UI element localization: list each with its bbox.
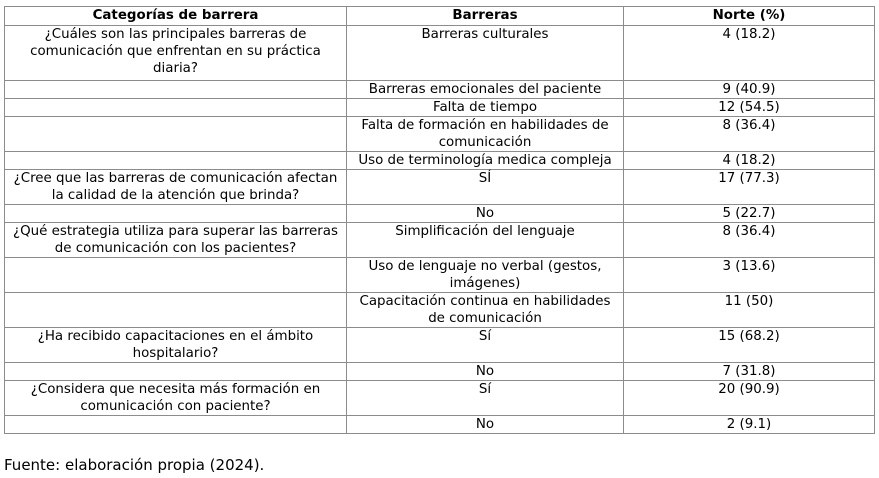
- value-cell: 8 (36.4): [624, 223, 875, 258]
- source-caption: Fuente: elaboración propia (2024).: [4, 456, 265, 474]
- barrier-cell: Sí: [347, 381, 624, 416]
- category-cell: [5, 363, 347, 381]
- table-row: [5, 81, 875, 99]
- table-row: [5, 363, 875, 381]
- table-row: [5, 328, 875, 363]
- value-cell: 9 (40.9): [624, 81, 875, 99]
- barrier-cell: No: [347, 416, 624, 434]
- header-row: [5, 7, 875, 26]
- category-cell: [5, 293, 347, 328]
- category-cell: ¿Qué estrategia utiliza para superar las barreras de comunicación con los pacientes?: [5, 223, 347, 258]
- barrier-cell: SÍ: [347, 170, 624, 205]
- category-cell: [5, 99, 347, 117]
- barrier-cell: Barreras culturales: [347, 26, 624, 81]
- category-cell: [5, 205, 347, 223]
- table-row: [5, 152, 875, 170]
- barrier-cell: Uso de lenguaje no verbal (gestos, imágenes): [347, 258, 624, 293]
- value-cell: 3 (13.6): [624, 258, 875, 293]
- category-cell: [5, 152, 347, 170]
- barrier-cell: Uso de terminología medica compleja: [347, 152, 624, 170]
- value-cell: 4 (18.2): [624, 152, 875, 170]
- table-row: [5, 117, 875, 152]
- category-cell: [5, 117, 347, 152]
- barrier-cell: Falta de formación en habilidades de comunicación: [347, 117, 624, 152]
- table-row: [5, 223, 875, 258]
- value-cell: 20 (90.9): [624, 381, 875, 416]
- value-cell: 2 (9.1): [624, 416, 875, 434]
- value-cell: 8 (36.4): [624, 117, 875, 152]
- value-cell: 15 (68.2): [624, 328, 875, 363]
- value-cell: 5 (22.7): [624, 205, 875, 223]
- table-row: [5, 381, 875, 416]
- category-cell: ¿Cuáles son las principales barreras de comunicación que enfrentan en su práctica diaria?: [5, 26, 347, 81]
- header-north: Norte (%): [624, 7, 875, 26]
- barrier-cell: Simplificación del lenguaje: [347, 223, 624, 258]
- value-cell: 4 (18.2): [624, 26, 875, 81]
- barrier-cell: Barreras emocionales del paciente: [347, 81, 624, 99]
- barrier-cell: No: [347, 363, 624, 381]
- barrier-cell: Sí: [347, 328, 624, 363]
- category-cell: [5, 81, 347, 99]
- table-row: [5, 293, 875, 328]
- table-row: [5, 258, 875, 293]
- category-cell: ¿Ha recibido capacitaciones en el ámbito hospitalario?: [5, 328, 347, 363]
- barrier-cell: No: [347, 205, 624, 223]
- value-cell: 17 (77.3): [624, 170, 875, 205]
- value-cell: 11 (50): [624, 293, 875, 328]
- table-row: [5, 170, 875, 205]
- data-table: [4, 6, 875, 434]
- table-row: [5, 205, 875, 223]
- category-cell: [5, 416, 347, 434]
- header-barrier: Barreras: [347, 7, 624, 26]
- table-row: [5, 99, 875, 117]
- barrier-cell: Falta de tiempo: [347, 99, 624, 117]
- category-cell: ¿Considera que necesita más formación en comunicación con paciente?: [5, 381, 347, 416]
- category-cell: [5, 258, 347, 293]
- value-cell: 7 (31.8): [624, 363, 875, 381]
- table-row: [5, 26, 875, 81]
- category-cell: ¿Cree que las barreras de comunicación afectan la calidad de la atención que brinda?: [5, 170, 347, 205]
- value-cell: 12 (54.5): [624, 99, 875, 117]
- table-row: [5, 416, 875, 434]
- barrier-cell: Capacitación continua en habilidades de comunicación: [347, 293, 624, 328]
- header-category: Categorías de barrera: [5, 7, 347, 26]
